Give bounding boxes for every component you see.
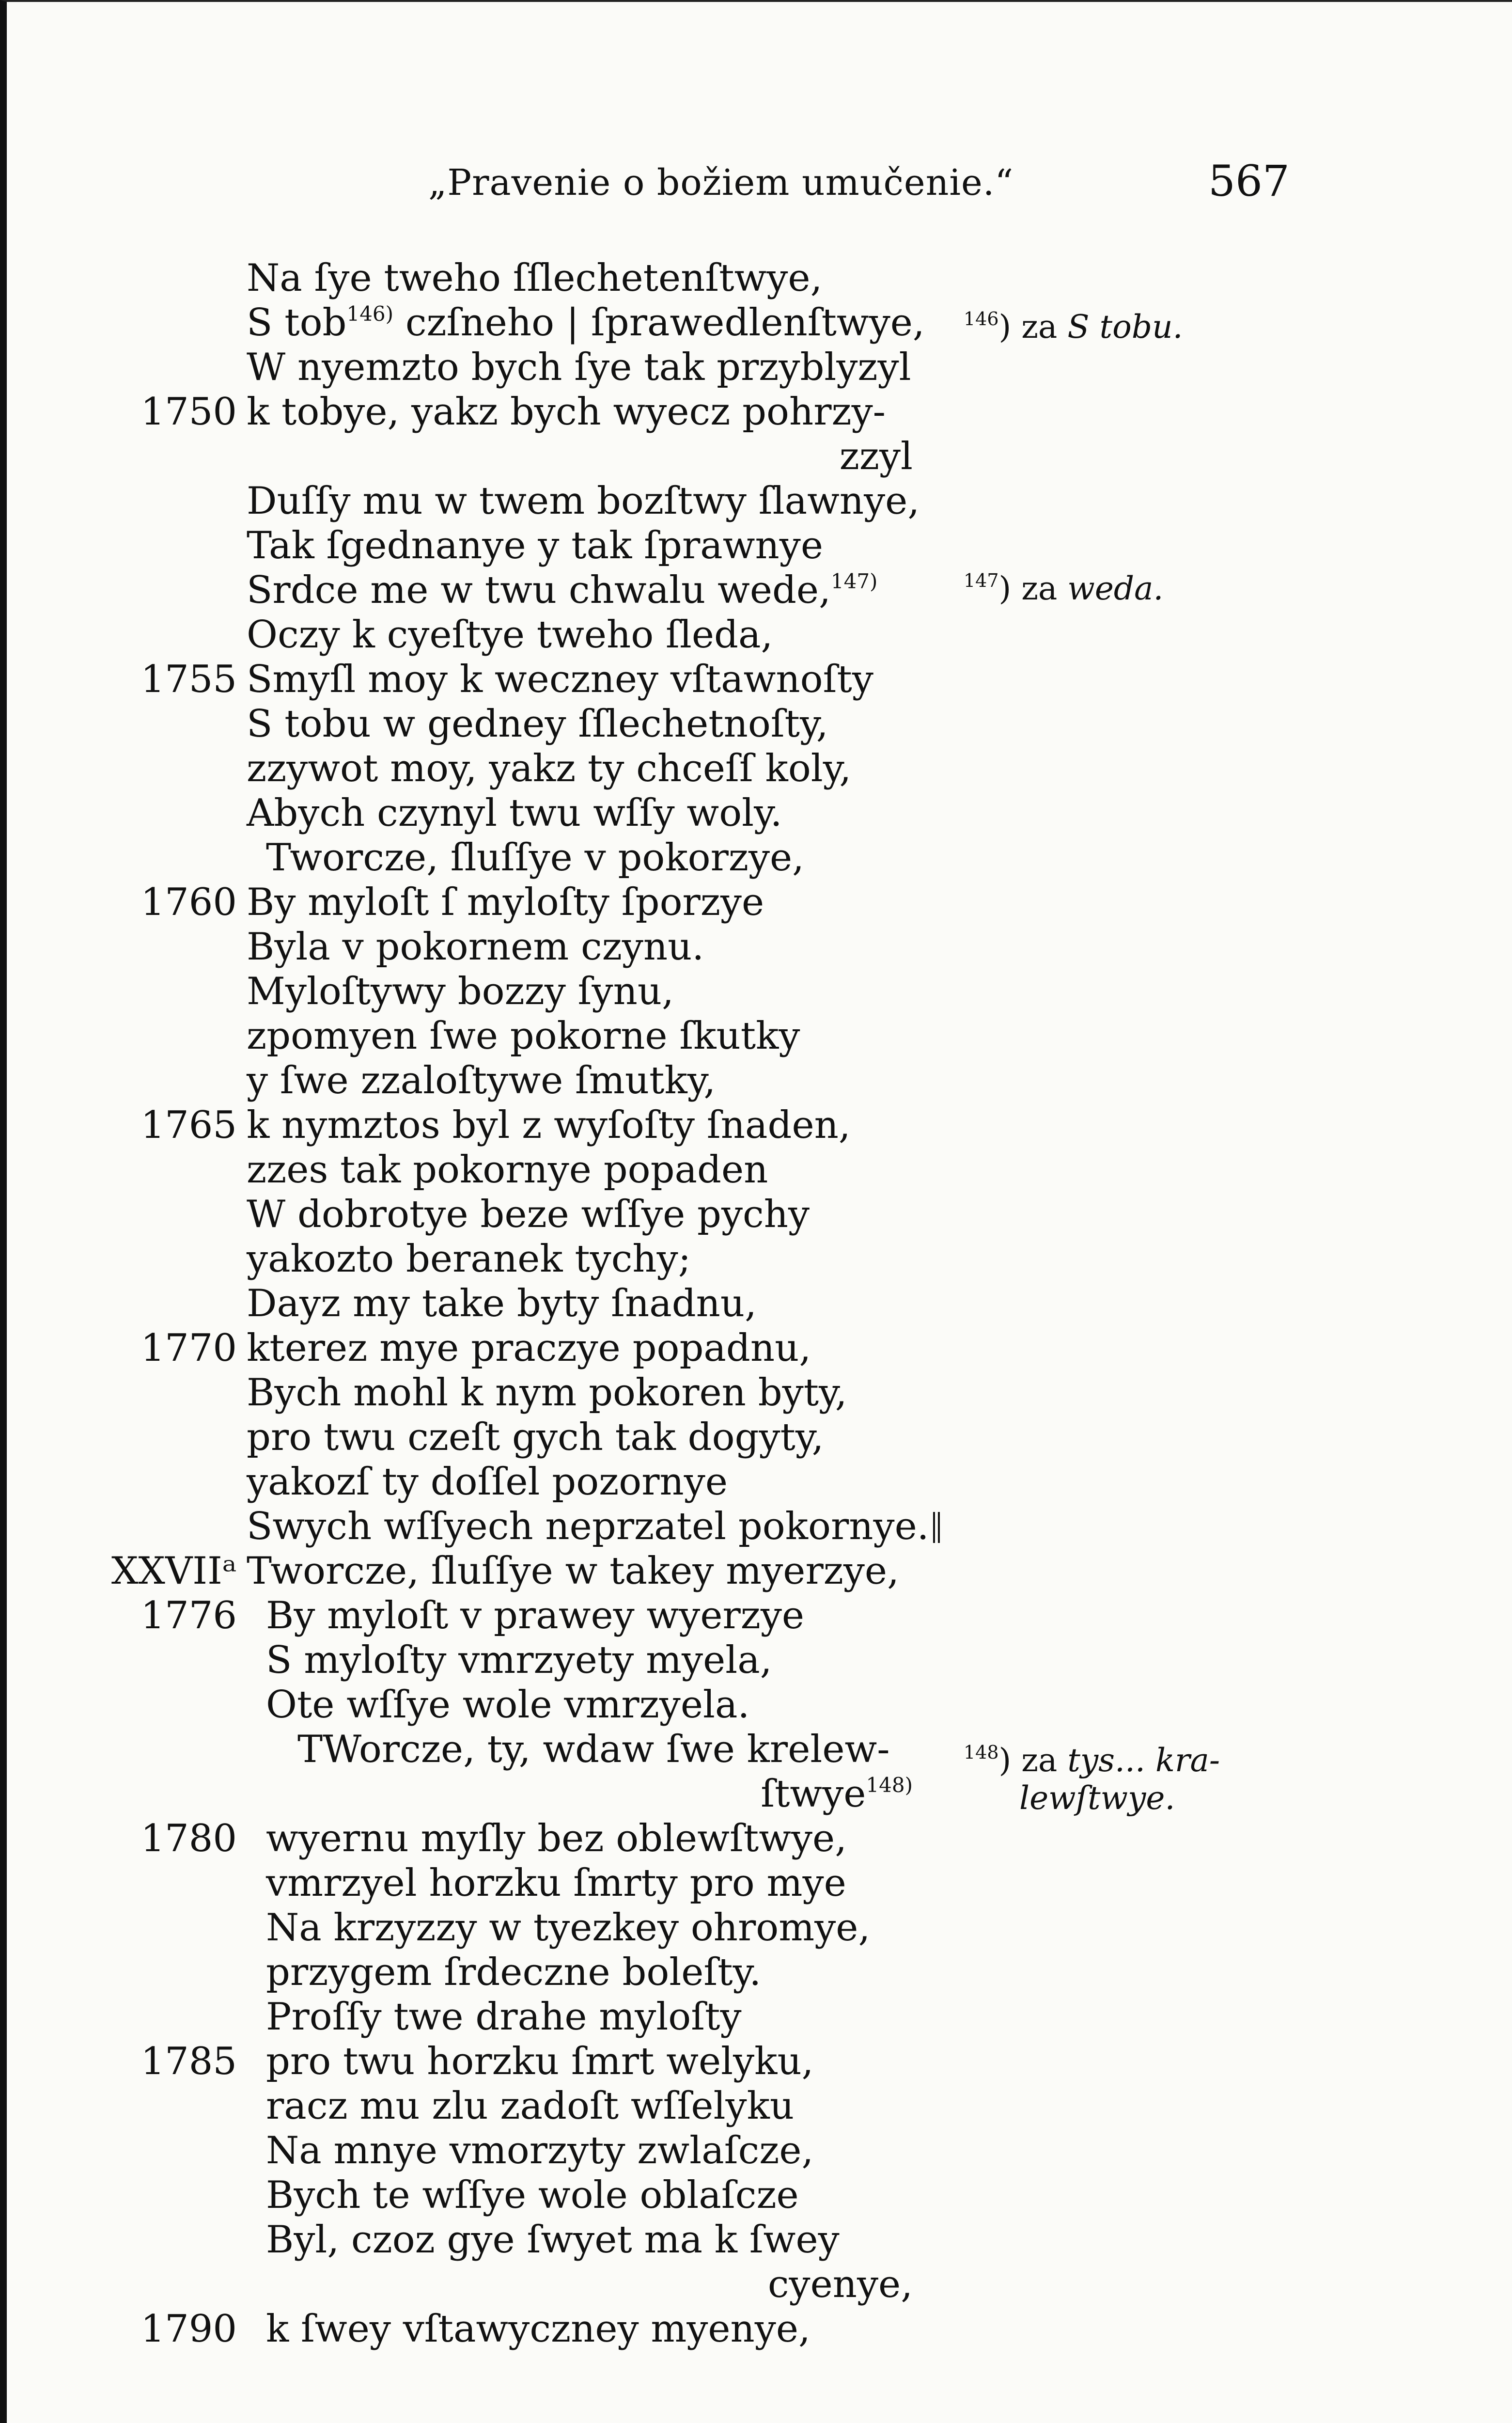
verse-line [7, 2173, 1000, 2218]
verse-text: Byla v pokornem czynu. [247, 925, 704, 969]
folio-break-mark [938, 1512, 940, 1543]
footnote-ref: 148) [866, 1773, 913, 1797]
verse-line [7, 747, 1000, 791]
footnote-146: $^{146}$) za S tobu. [964, 308, 1183, 346]
verse-line [7, 390, 1000, 435]
verse-line [7, 256, 1000, 301]
footnote-mark: 148 [964, 1742, 999, 1763]
verse-line [7, 1638, 1000, 1683]
verse-text: S myloſty vmrzyety myela, [266, 1638, 772, 1682]
verse-text: wyernu myſly bez oblewſtwye, [266, 1817, 847, 1860]
verse-text: By myloſt v prawey wyerzye [266, 1594, 805, 1637]
verse-text: yakozſ ty doſſel pozornye [247, 1460, 728, 1504]
footnote-147: $^{147}$) za weda. [964, 570, 1164, 607]
verse-text: Tworcze, ſluſſye v pokorzye, [266, 836, 804, 880]
verse-text: W nyemzto bych ſye tak przyblyzyl [247, 346, 911, 389]
verse-text: Proſſy twe drahe myloſty [266, 1995, 742, 2039]
verse-line [7, 1505, 1000, 1549]
verse-text: ſtwye$^{148)}$ [761, 1772, 913, 1816]
line-number: 1770 [140, 1326, 237, 1370]
line-number: XXVIIᵃ [111, 1549, 237, 1593]
verse-line [7, 568, 1000, 613]
verse-text: k nymztos byl z wyſoſty ſnaden, [247, 1103, 851, 1147]
line-number: 1790 [140, 2307, 237, 2351]
verse-line [7, 1148, 1000, 1193]
verse-line [7, 1728, 1000, 1772]
verse-text: TWorcze, ty, wdaw ſwe krelew- [297, 1728, 890, 1771]
verse-text: Dayz my take byty ſnadnu, [247, 1282, 757, 1325]
verse-text: Na krzyzzy w tyezkey ohromye, [266, 1906, 871, 1950]
verse-text: yakozto beranek tychy; [247, 1237, 691, 1281]
verse-text: pro twu czeſt gych tak dogyty, [247, 1416, 824, 1459]
verse-text: By myloſt ſ myloſty ſporzye [247, 881, 764, 924]
verse-text: W dobrotye beze wſſye pychy [247, 1193, 810, 1236]
verse-line [7, 2129, 1000, 2173]
verse-text: zpomyen ſwe pokorne ſkutky [247, 1014, 800, 1058]
verse-line [7, 1906, 1000, 1951]
line-number: 1765 [140, 1103, 237, 1147]
verse-line [7, 435, 1000, 479]
verse-text: Ote wſſye wole vmrzyela. [266, 1683, 750, 1727]
verse-text: S tobu w gedney ſſlechetnoſty, [247, 702, 828, 746]
verse-line [7, 925, 1000, 970]
verse-text: Tak ſgednanye y tak ſprawnye [247, 524, 823, 567]
verse-line [7, 1549, 1000, 1594]
verse-text: kterez mye praczye popadnu, [247, 1326, 811, 1370]
footnote-ref: 147) [830, 569, 878, 593]
verse-line [7, 1326, 1000, 1371]
verse-line [7, 2263, 1000, 2307]
verse-line [7, 970, 1000, 1014]
verse-line [7, 2040, 1000, 2084]
verse-line [7, 301, 1000, 346]
verse-line [7, 1059, 1000, 1103]
verse-text: Na mnye vmorzyty zwlaſcze, [266, 2129, 814, 2172]
line-number: 1780 [140, 1817, 237, 1860]
footnote-mark: 147 [964, 570, 999, 591]
verse-text: k ſwey vſtawyczney myenye, [266, 2307, 811, 2351]
verse-line [7, 1772, 1000, 1817]
verse-line [7, 881, 1000, 925]
folio-break-mark [933, 1512, 935, 1543]
footnote-ref: 146) [346, 302, 394, 326]
verse-line [7, 2218, 1000, 2263]
footnote-148: $^{148}$) za tys... kra- [964, 1742, 1220, 1779]
verse-line [7, 613, 1000, 658]
verse-line [7, 1371, 1000, 1416]
verse-line [7, 791, 1000, 836]
verse-line [7, 1594, 1000, 1638]
verse-line [7, 1282, 1000, 1326]
verse-text: Bych mohl k nym pokoren byty, [247, 1371, 847, 1415]
verse-text: racz mu zlu zadoſt wſſelyku [266, 2084, 795, 2128]
verse-line [7, 1103, 1000, 1148]
footnote-148-continuation: lewſtwye. [1019, 1779, 1175, 1817]
line-number: 1785 [140, 2040, 237, 2083]
verse-text: zzywot moy, yakz ty chceſſ koly, [247, 747, 852, 790]
verse-line [7, 524, 1000, 568]
verse-line [7, 1416, 1000, 1460]
verse-line [7, 1951, 1000, 1995]
line-number: 1760 [140, 881, 237, 924]
verse-line [7, 346, 1000, 390]
verse-text: S tob$^{146)}$ czſneho | ſprawedlenſtwye, [247, 301, 925, 345]
verse-column [7, 256, 1000, 2352]
line-number: 1755 [140, 658, 237, 701]
page-number: 567 [1208, 156, 1290, 206]
verse-line [7, 1995, 1000, 2040]
verse-text: Smyſl moy k weczney vſtawnoſty [247, 658, 873, 701]
verse-line [7, 2084, 1000, 2129]
verse-line [7, 836, 1000, 881]
verse-line [7, 1193, 1000, 1237]
verse-line [7, 1014, 1000, 1059]
verse-text: Tworcze, ſluſſye w takey myerzye, [247, 1549, 899, 1593]
verse-text: zzes tak pokornye popaden [247, 1148, 768, 1192]
verse-line [7, 1683, 1000, 1728]
verse-line [7, 1861, 1000, 1906]
footnote-mark: 146 [964, 308, 999, 330]
verse-line [7, 658, 1000, 702]
verse-text: vmrzyel horzku ſmrty pro mye [266, 1861, 846, 1905]
verse-line [7, 702, 1000, 747]
verse-text: cyenye, [767, 2263, 913, 2306]
verse-line [7, 2307, 1000, 2352]
verse-text: Srdce me w twu chwalu wede,$^{147)}$ [247, 568, 878, 612]
verse-text: Oczy k cyeſtye tweho ſleda, [247, 613, 773, 657]
verse-line [7, 1817, 1000, 1861]
verse-text: Byl, czoz gye ſwyet ma k ſwey [266, 2218, 840, 2262]
line-number: 1776 [140, 1594, 237, 1637]
verse-text: Swych wſſyech neprzatel pokornye. [247, 1505, 944, 1548]
verse-line [7, 1460, 1000, 1505]
verse-text: pro twu horzku ſmrt welyku, [266, 2040, 814, 2083]
verse-text: przygem ſrdeczne boleſty. [266, 1951, 762, 1994]
verse-line [7, 479, 1000, 524]
verse-line [7, 1237, 1000, 1282]
verse-text: y ſwe zzaloſtywe ſmutky, [247, 1059, 716, 1102]
verse-text: Abych czynyl twu wſſy woly. [247, 791, 782, 835]
verse-text: Myloſtywy bozzy ſynu, [247, 970, 674, 1013]
verse-text: k tobye, yakz bych wyecz pohrzy- [247, 390, 886, 434]
verse-text: Bych te wſſye wole oblaſcze [266, 2173, 799, 2217]
running-header: „Pravenie o božiem umučenie.“ [428, 162, 1014, 204]
verse-text: Duſſy mu w twem bozſtwy ſlawnye, [247, 479, 920, 523]
verse-text: zzyl [839, 435, 913, 478]
line-number: 1750 [140, 390, 237, 434]
verse-text: Na ſye tweho ſſlechetenſtwye, [247, 256, 823, 300]
